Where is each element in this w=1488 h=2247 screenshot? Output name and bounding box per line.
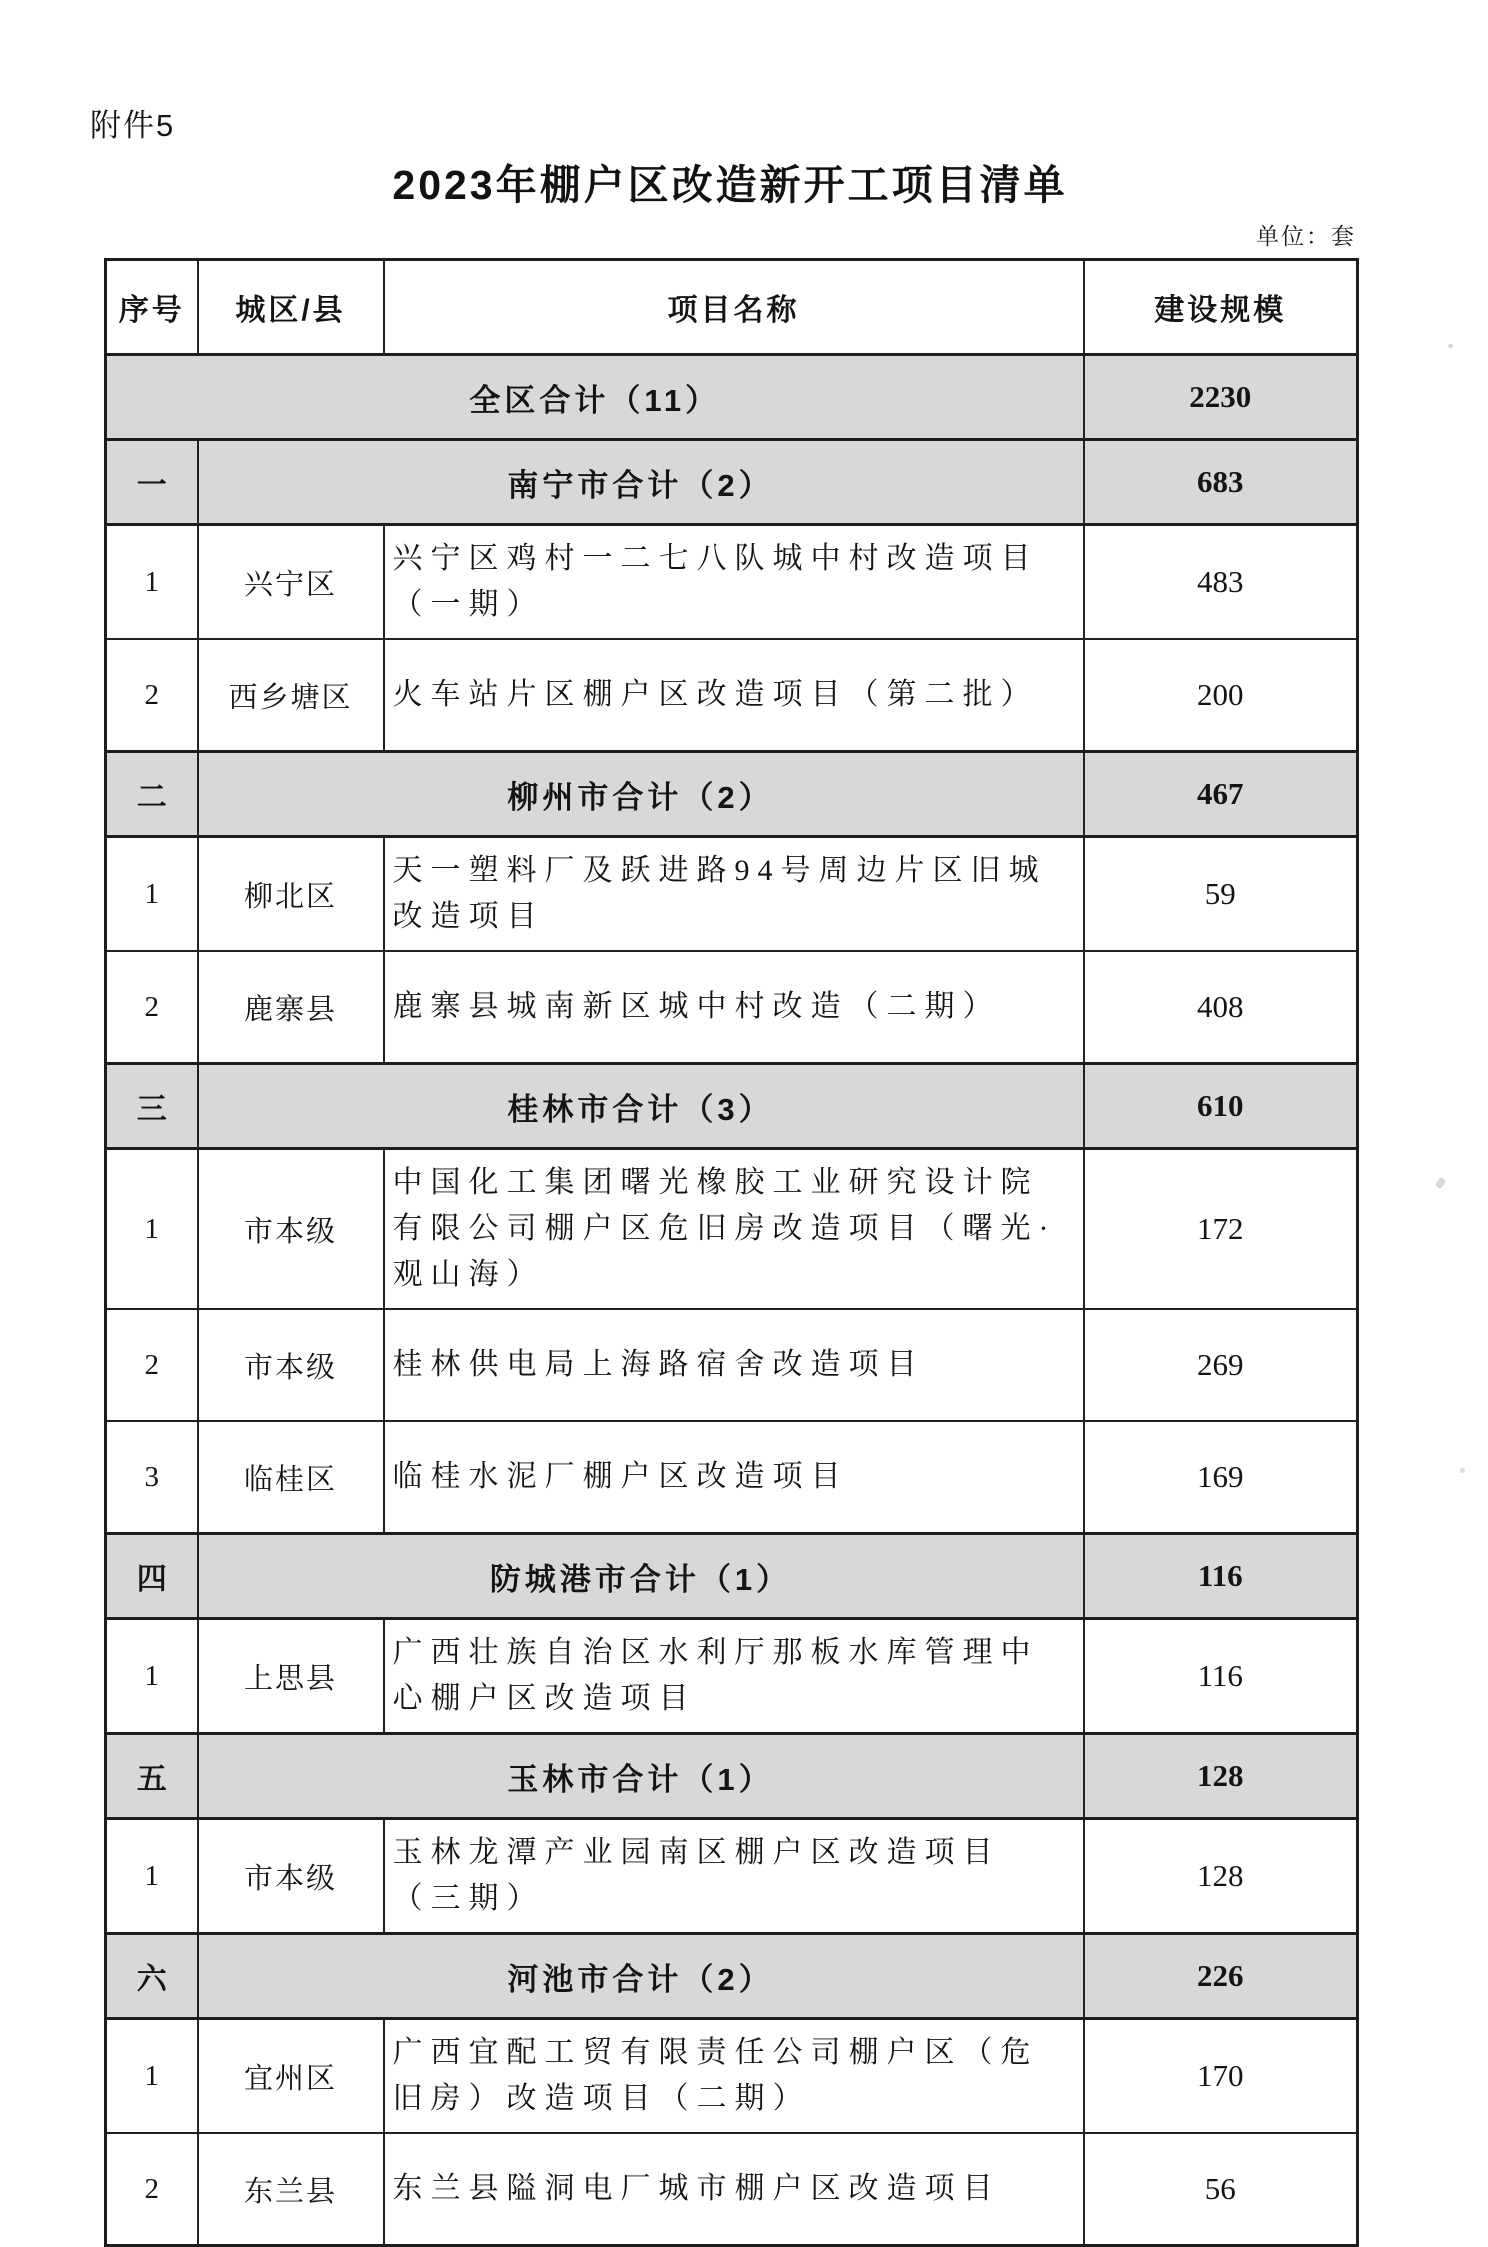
section-label: 河池市合计（2） [198, 1934, 1084, 2019]
section-total-value: 116 [1084, 1534, 1358, 1619]
row-seq-cell: 2 [106, 639, 198, 752]
district-cell: 临桂区 [198, 1421, 384, 1534]
section-label: 柳州市合计（2） [198, 752, 1084, 837]
projects-table [104, 258, 1359, 2247]
scale-value-cell: 56 [1084, 2133, 1358, 2246]
header-district: 城区/县 [198, 260, 384, 355]
header-row [106, 260, 1358, 355]
grand-total-label: 全区合计（11） [106, 355, 1084, 440]
section-index: 三 [106, 1064, 198, 1149]
project-row [106, 1309, 1358, 1421]
scale-value-cell: 408 [1084, 951, 1358, 1064]
header-scale: 建设规模 [1084, 260, 1358, 355]
row-seq-cell: 1 [106, 1819, 198, 1934]
project-name-cell: 火车站片区棚户区改造项目（第二批） [384, 639, 1084, 752]
grand-total-row [106, 355, 1358, 440]
section-header-row [106, 1064, 1358, 1149]
project-row [106, 837, 1358, 952]
row-seq-cell: 1 [106, 2019, 198, 2134]
row-seq-cell: 2 [106, 2133, 198, 2246]
grand-total-value: 2230 [1084, 355, 1358, 440]
project-row [106, 1149, 1358, 1310]
project-name-cell: 广西壮族自治区水利厅那板水库管理中心棚户区改造项目 [384, 1619, 1084, 1734]
project-name-cell: 玉林龙潭产业园南区棚户区改造项目（三期） [384, 1819, 1084, 1934]
project-row [106, 1819, 1358, 1934]
scale-value-cell: 128 [1084, 1819, 1358, 1934]
row-seq-cell: 1 [106, 1619, 198, 1734]
project-name-cell: 兴宁区鸡村一二七八队城中村改造项目（一期） [384, 525, 1084, 640]
row-seq-cell: 1 [106, 525, 198, 640]
row-seq-cell: 3 [106, 1421, 198, 1534]
section-header-row [106, 1534, 1358, 1619]
project-row [106, 1619, 1358, 1734]
section-label: 玉林市合计（1） [198, 1734, 1084, 1819]
project-name-cell: 桂林供电局上海路宿舍改造项目 [384, 1309, 1084, 1421]
project-row [106, 2133, 1358, 2246]
project-row [106, 951, 1358, 1064]
section-index: 六 [106, 1934, 198, 2019]
section-header-row [106, 1734, 1358, 1819]
row-seq-cell: 2 [106, 1309, 198, 1421]
section-index: 四 [106, 1534, 198, 1619]
attachment-label: 附件5 [90, 108, 176, 143]
header-seq: 序号 [106, 260, 198, 355]
project-row [106, 1421, 1358, 1534]
scale-value-cell: 172 [1084, 1149, 1358, 1310]
section-total-value: 128 [1084, 1734, 1358, 1819]
section-total-value: 683 [1084, 440, 1358, 525]
section-total-value: 226 [1084, 1934, 1358, 2019]
row-seq-cell: 1 [106, 837, 198, 952]
project-name-cell: 鹿寨县城南新区城中村改造（二期） [384, 951, 1084, 1064]
row-seq-cell: 2 [106, 951, 198, 1064]
project-name-cell: 天一塑料厂及跃进路94号周边片区旧城改造项目 [384, 837, 1084, 952]
project-name-cell: 广西宜配工贸有限责任公司棚户区（危旧房）改造项目（二期） [384, 2019, 1084, 2134]
section-index: 一 [106, 440, 198, 525]
district-cell: 兴宁区 [198, 525, 384, 640]
scale-value-cell: 116 [1084, 1619, 1358, 1734]
district-cell: 宜州区 [198, 2019, 384, 2134]
section-label: 桂林市合计（3） [198, 1064, 1084, 1149]
district-cell: 市本级 [198, 1309, 384, 1421]
table-body [106, 355, 1358, 2246]
section-header-row [106, 1934, 1358, 2019]
district-cell: 鹿寨县 [198, 951, 384, 1064]
unit-label: 单位：套 [1256, 224, 1356, 249]
project-row [106, 525, 1358, 640]
project-name-cell: 中国化工集团曙光橡胶工业研究设计院有限公司棚户区危旧房改造项目（曙光·观山海） [384, 1149, 1084, 1310]
row-seq-cell: 1 [106, 1149, 198, 1310]
section-total-value: 610 [1084, 1064, 1358, 1149]
scale-value-cell: 269 [1084, 1309, 1358, 1421]
district-cell: 西乡塘区 [198, 639, 384, 752]
section-header-row [106, 440, 1358, 525]
page-title: 2023年棚户区改造新开工项目清单 [392, 162, 1068, 208]
section-index: 二 [106, 752, 198, 837]
project-row [106, 639, 1358, 752]
district-cell: 市本级 [198, 1819, 384, 1934]
section-label: 南宁市合计（2） [198, 440, 1084, 525]
scale-value-cell: 59 [1084, 837, 1358, 952]
scan-artifact [1435, 1177, 1446, 1189]
section-index: 五 [106, 1734, 198, 1819]
project-name-cell: 东兰县隘洞电厂城市棚户区改造项目 [384, 2133, 1084, 2246]
section-header-row [106, 752, 1358, 837]
district-cell: 东兰县 [198, 2133, 384, 2246]
scale-value-cell: 169 [1084, 1421, 1358, 1534]
district-cell: 市本级 [198, 1149, 384, 1310]
section-label: 防城港市合计（1） [198, 1534, 1084, 1619]
district-cell: 柳北区 [198, 837, 384, 952]
scale-value-cell: 483 [1084, 525, 1358, 640]
project-row [106, 2019, 1358, 2134]
project-name-cell: 临桂水泥厂棚户区改造项目 [384, 1421, 1084, 1534]
header-project-name: 项目名称 [384, 260, 1084, 355]
scale-value-cell: 170 [1084, 2019, 1358, 2134]
section-total-value: 467 [1084, 752, 1358, 837]
district-cell: 上思县 [198, 1619, 384, 1734]
scan-artifact [1448, 344, 1453, 348]
scale-value-cell: 200 [1084, 639, 1358, 752]
scan-artifact [1460, 1468, 1465, 1473]
